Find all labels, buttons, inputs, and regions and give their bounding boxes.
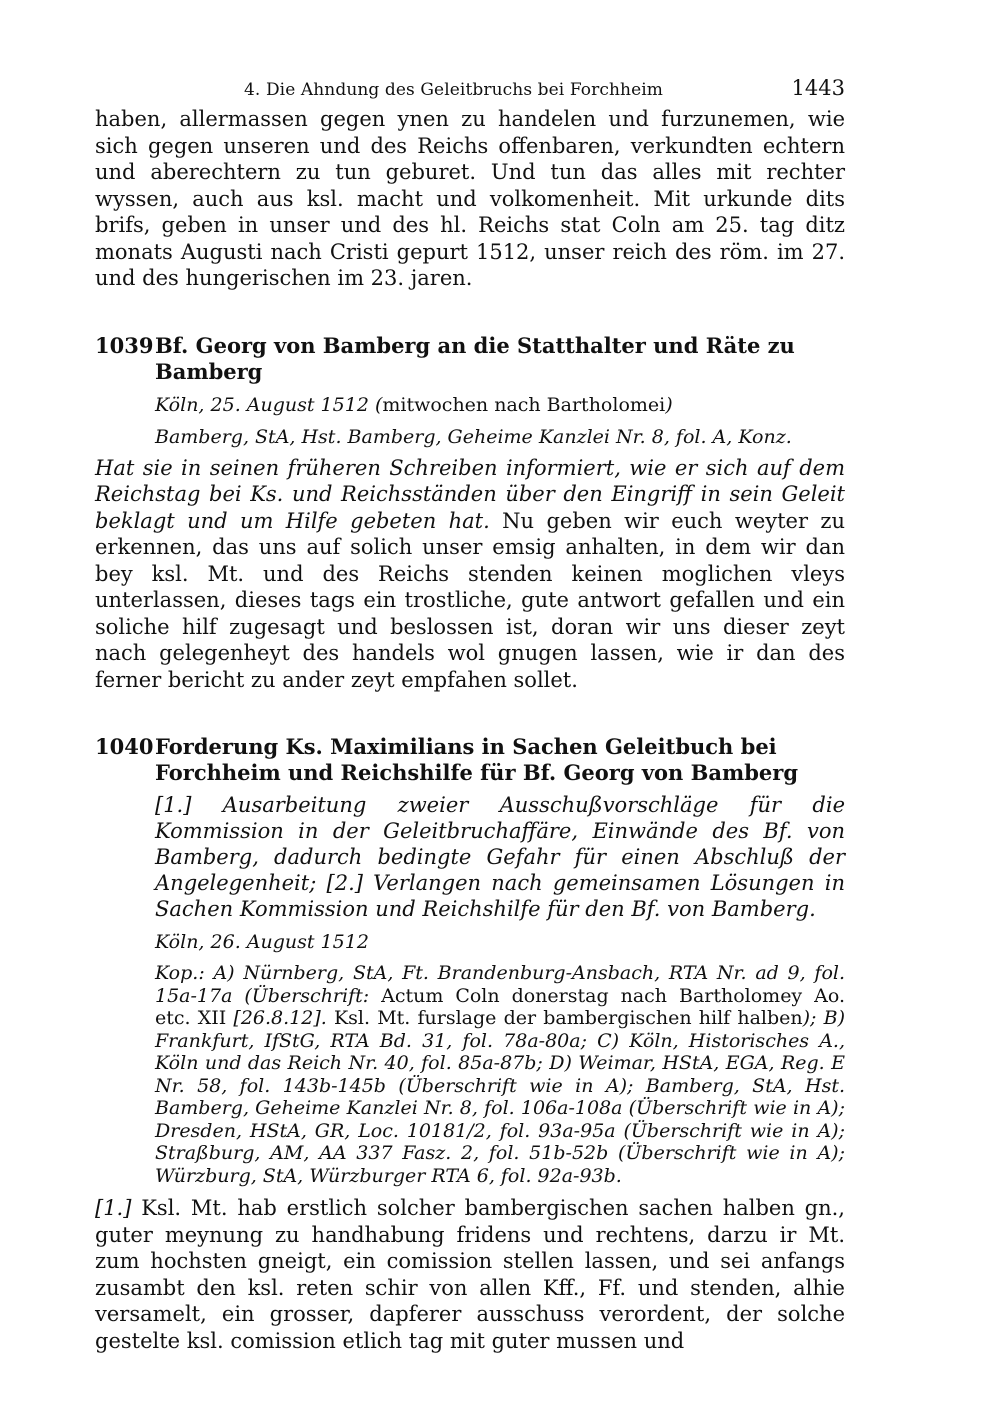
entry-heading: [95, 734, 845, 786]
kop-part-5: ); B) Frankfurt, IfStG, RTA Bd. 31, fol. 78a-80a; C) Köln, Historisches A., Köln und das Reich Nr. 40, fol. 85a-87b; D) Weimar, HStA, EGA, Reg. E Nr. 58, fol. 143b-145b (Überschrift wie in A); Bamberg, StA, Hst. Bamberg, Geheime Kanzlei Nr. 8, fol. 106a-108a (Überschrift wie in A); Dresden, HStA, GR, Loc. 10181/2, fol. 93a-95a (Überschrift wie in A); Straßburg, AM, AA 337 Fasz. 2, fol. 51b-52b (Überschrift wie in A); Würzburg, StA, Würzburger RTA 6, fol. 92a-93b.: [155, 1007, 845, 1187]
entry-text: Nu geben wir euch weyter zu erkennen, das uns auf solich unser emsig anhalten, in dem wir dan bey ksl. Mt. und des Reichs stenden keinen moglichen vleys unterlassen, dieses tags ein trostliche, gute antwort gefallen und ein soliche hilf zugesagt und beslossen ist, doran wir uns dieser zeyt nach gelegenheyt des handels wol gnugen lassen, wie ir dan des ferner bericht zu ander zeyt empfahen sollet.: [95, 508, 845, 692]
entry-summary: Hat sie in seinen früheren Schreiben informiert, wie er sich auf dem Reichstag bei Ks. und Reichsständen über den Eingriff in sein Geleit beklagt und um Hilfe gebeten hat.: [95, 455, 845, 533]
entry-1039: [95, 333, 845, 694]
paragraph-marker: [1.]: [95, 1196, 132, 1220]
document-page: [95, 78, 845, 1354]
entry-body: [95, 455, 845, 694]
entry-date: [155, 393, 845, 417]
entry-date: Köln, 26. August 1512: [155, 931, 369, 953]
entry-date-place: Köln, 25. August 1512 (: [155, 393, 383, 416]
intro-paragraph: haben, allermassen gegen ynen zu handelen und furzunemen, wie sich gegen unseren und des Reichs offenbaren, verkundten echtern und aberechtern zu tun geburet. Und tun das alles mit rechter wyssen, auch aus ksl. macht und volkomenheit. Mit urkunde dits brifs, geben in unser und des hl. Reichs stat Coln am 25. tag ditz monats Augusti nach Cristi gepurt 1512, unser reich des röm. im 27. und des hungerischen im 23. jaren.: [95, 107, 845, 290]
entry-date-feast: mitwochen nach Bartholomei: [382, 393, 666, 416]
entry-number: 1040: [95, 734, 154, 759]
entry-text: Ksl. Mt. hab erstlich solcher bambergischen sachen halben gn., guter meynung zu handhabung fridens und rechtens, darzu ir Mt. zum hochsten gneigt, ein comission stellen lassen, und sei anfangs zusambt den ksl. reten schir von allen Kff., Ff. und stenden, alhie versamelt, ein grosser, dapferer ausschuss verordent, der solche gestelte ksl. comission etlich tag mit guter mussen und: [95, 1196, 845, 1353]
entry-date-close: ): [665, 393, 673, 416]
kop-part-1: Kop.: A) Nürnberg, StA, Ft. Brandenburg-Ansbach, RTA Nr. ad 9, fol. 15a-17a (Überschrift:: [155, 962, 845, 1007]
entry-number: 1039: [95, 332, 154, 358]
entry-body: [95, 1195, 845, 1354]
running-head: [95, 78, 845, 106]
kop-part-2: Actum Coln donerstag nach Bartholomey Ao. etc. XII: [155, 984, 845, 1029]
entry-heading: [95, 333, 845, 385]
page-number: 1443: [791, 76, 845, 100]
kop-part-4: Ksl. Mt. furslage der bambergischen hilf halben: [333, 1007, 803, 1029]
running-head-title: 4. Die Ahndung des Geleitbruchs bei Forchheim: [244, 80, 663, 100]
entry-summary: [1.] Ausarbeitung zweier Ausschußvorschläge für die Kommission in der Geleitbruchaffäre, Einwände des Bf. von Bamberg, dadurch bedingte Gefahr für einen Abschluß der Angelegenheit; [2.] Verlangen nach gemeinsamen Lösungen in Sachen Kommission und Reichshilfe für den Bf. von Bamberg.: [155, 793, 845, 921]
kop-part-3: [26.8.12].: [226, 1007, 334, 1029]
entry-title: Forderung Ks. Maximilians in Sachen Geleitbuch bei Forchheim und Reichshilfe für Bf. Georg von Bamberg: [155, 734, 799, 785]
entry-title: Bf. Georg von Bamberg an die Statthalter und Räte zu Bamberg: [155, 332, 795, 384]
source-transmission: [155, 962, 845, 1187]
entry-source: Bamberg, StA, Hst. Bamberg, Geheime Kanzlei Nr. 8, fol. A, Konz.: [155, 425, 792, 448]
entry-1040: [95, 734, 845, 1354]
